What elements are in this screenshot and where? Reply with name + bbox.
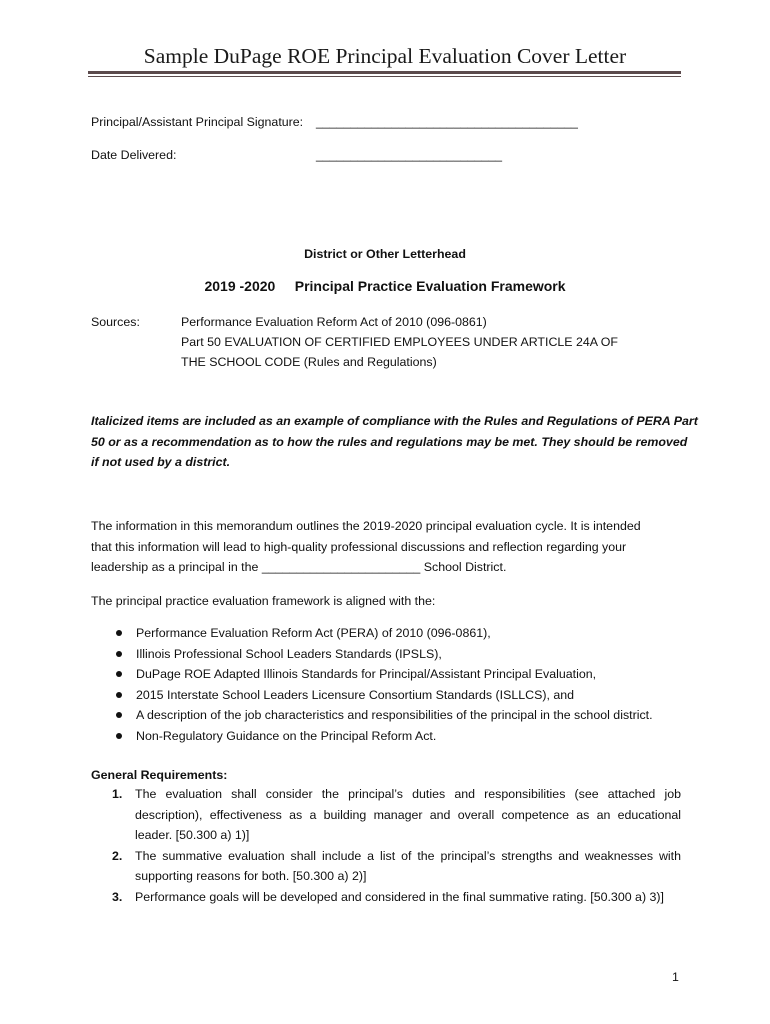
- requirement-item: 1. The evaluation shall consider the principal’s duties and responsibilities (see attached job description), effectiveness as a building manager and overall competence as an educational leader. [50.300 a) 1)]: [91, 784, 681, 846]
- signature-label: Principal/Assistant Principal Signature:: [91, 115, 304, 129]
- bullet-icon: [116, 712, 122, 718]
- date-delivered-line: ___________________________: [316, 148, 503, 162]
- italic-note: [91, 411, 698, 473]
- title-rule-thin: [88, 76, 681, 77]
- intro-line: The information in this memorandum outlines the 2019-2020 principal evaluation cycle. It is intended: [91, 519, 641, 533]
- bullet-icon: [116, 733, 122, 739]
- sources-line: Part 50 EVALUATION OF CERTIFIED EMPLOYEES UNDER ARTICLE 24A OF: [181, 335, 619, 349]
- date-delivered-label: Date Delivered:: [91, 148, 177, 162]
- alignment-item: Performance Evaluation Reform Act (PERA) of 2010 (096-0861),: [91, 623, 681, 644]
- alignment-item: DuPage ROE Adapted Illinois Standards for Principal/Assistant Principal Evaluation,: [91, 664, 681, 685]
- alignment-item: 2015 Interstate School Leaders Licensure Consortium Standards (ISLLCS), and: [91, 685, 681, 706]
- signature-line: ______________________________________: [316, 115, 578, 129]
- intro-line: that this information will lead to high-quality professional discussions and reflection regarding your: [91, 539, 627, 554]
- bullet-icon: [116, 671, 122, 677]
- document-title: Sample DuPage ROE Principal Evaluation Cover Letter: [143, 44, 627, 68]
- title-rule-thick: [88, 71, 681, 74]
- framework-title: 2019 -2020 Principal Practice Evaluation Framework: [204, 278, 566, 294]
- requirement-number: 1.: [112, 787, 123, 801]
- requirements-list: [91, 784, 681, 907]
- bullet-icon: [116, 651, 122, 657]
- bullet-icon: [116, 692, 122, 698]
- requirement-item: 3. Performance goals will be developed and considered in the final summative rating. [50.300 a) 3)]: [91, 887, 681, 908]
- alignment-item: Illinois Professional School Leaders Standards (IPSLS),: [91, 644, 681, 665]
- alignment-intro: The principal practice evaluation framework is aligned with the:: [91, 594, 436, 608]
- letterhead-placeholder: District or Other Letterhead: [304, 247, 466, 261]
- italic-note-line: 50 or as a recommendation as to how the rules and regulations may be met. They should be removed: [91, 434, 688, 449]
- intro-paragraph: [91, 516, 681, 578]
- requirement-item: 2. The summative evaluation shall include a list of the principal’s strengths and weaknesses with supporting reasons for both. [50.300 a) 2)]: [91, 846, 681, 887]
- sources-line: THE SCHOOL CODE (Rules and Regulations): [181, 355, 437, 369]
- bullet-icon: [116, 630, 122, 636]
- page-number: 1: [672, 970, 679, 984]
- alignment-item: Non-Regulatory Guidance on the Principal Reform Act.: [91, 726, 681, 747]
- sources-label: Sources:: [91, 315, 140, 329]
- general-requirements-heading: General Requirements:: [91, 768, 228, 782]
- sources-line: Performance Evaluation Reform Act of 2010 (096-0861): [181, 315, 487, 329]
- italic-note-line: Italicized items are included as an example of compliance with the Rules and Regulations of PERA Part: [91, 414, 698, 428]
- requirement-number: 2.: [112, 848, 123, 863]
- alignment-item: A description of the job characteristics and responsibilities of the principal in the school district.: [91, 705, 681, 726]
- alignment-list: [91, 623, 681, 746]
- requirement-number: 3.: [112, 889, 123, 904]
- italic-note-line: if not used by a district.: [91, 455, 231, 469]
- intro-line: leadership as a principal in the _______________________ School District.: [91, 560, 507, 574]
